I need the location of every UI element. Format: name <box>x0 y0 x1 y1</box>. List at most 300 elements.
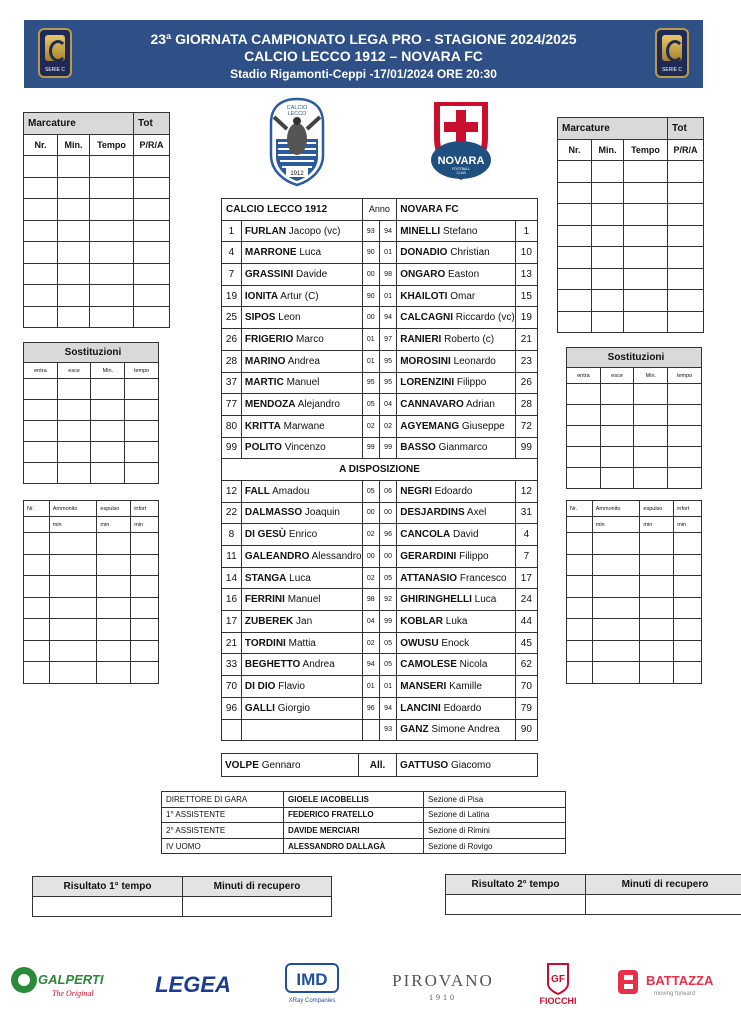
cards-cell[interactable] <box>97 640 131 662</box>
scoring-cell[interactable] <box>90 306 134 328</box>
cards-cell[interactable] <box>640 619 674 641</box>
subs-cell[interactable] <box>600 405 634 426</box>
cards-cell[interactable] <box>640 554 674 576</box>
subs-col-header: Min. <box>634 368 668 384</box>
serie-c-logo-right: SERIE C <box>655 28 689 78</box>
subs-cell[interactable] <box>57 463 91 484</box>
cards-cell[interactable] <box>567 619 593 641</box>
home-player-year: 00 <box>362 502 379 524</box>
home-player-year: 90 <box>362 242 379 264</box>
away-player-number: 13 <box>515 264 537 286</box>
home-player-name: FALL Amadou <box>241 480 362 502</box>
away-player-number: 70 <box>515 676 537 698</box>
home-player-name: POLITO Vincenzo <box>241 437 362 459</box>
cards-cell[interactable] <box>640 640 674 662</box>
scoring-cell[interactable] <box>558 225 592 247</box>
cards-cell[interactable] <box>592 597 640 619</box>
cards-cell[interactable] <box>674 640 702 662</box>
subs-cell[interactable] <box>668 426 702 447</box>
scoring-cell[interactable] <box>668 204 704 226</box>
subs-cell[interactable] <box>57 379 91 400</box>
away-player-year: 99 <box>379 611 396 633</box>
cards-col-header: Ammonito <box>592 501 640 517</box>
svg-text:LECCO: LECCO <box>287 111 307 117</box>
home-player-number <box>222 719 242 741</box>
home-player-year: 02 <box>362 567 379 589</box>
scoring-cell[interactable] <box>668 247 704 269</box>
scoring-cell[interactable] <box>558 247 592 269</box>
cards-cell[interactable] <box>567 554 593 576</box>
scoring-cell[interactable] <box>668 268 704 290</box>
subs-cell[interactable] <box>24 463 58 484</box>
subs-cell[interactable] <box>668 405 702 426</box>
home-player-number: 22 <box>222 502 242 524</box>
home-player-year: 02 <box>362 632 379 654</box>
subs-cell[interactable] <box>24 379 58 400</box>
away-player-year: 99 <box>379 437 396 459</box>
official-name: FEDERICO FRATELLO <box>284 807 424 823</box>
scoring-col-header: Tempo <box>90 135 134 156</box>
home-player-year: 95 <box>362 372 379 394</box>
home-player-year: 00 <box>362 264 379 286</box>
result-first-half-table <box>32 876 332 917</box>
subs-col-header: entra <box>24 363 58 379</box>
away-player-year: 92 <box>379 589 396 611</box>
svg-text:1912: 1912 <box>290 171 304 177</box>
scoring-cell[interactable] <box>134 306 170 328</box>
legea-logo <box>145 962 241 1006</box>
cards-cell[interactable] <box>49 576 97 598</box>
player-row <box>222 719 538 741</box>
cards-cell[interactable] <box>131 533 159 555</box>
player-row <box>222 264 538 286</box>
away-player-year: 96 <box>379 524 396 546</box>
home-player-number: 19 <box>222 285 242 307</box>
cards-cell[interactable] <box>24 597 50 619</box>
scoring-cell[interactable] <box>592 268 624 290</box>
subs-cell[interactable] <box>600 468 634 489</box>
subs-cell[interactable] <box>125 421 159 442</box>
away-player-name: GERARDINI Filippo <box>397 546 515 568</box>
away-player-year: 05 <box>379 632 396 654</box>
away-player-year: 04 <box>379 394 396 416</box>
scoring-cell[interactable] <box>592 290 624 312</box>
away-player-number: 4 <box>515 524 537 546</box>
official-row <box>162 838 566 854</box>
cards-cell[interactable] <box>49 619 97 641</box>
scoring-cell[interactable] <box>24 199 58 221</box>
away-team-name: NOVARA FC <box>397 199 538 221</box>
away-player-number: 12 <box>515 480 537 502</box>
cards-cell[interactable] <box>24 533 50 555</box>
scoring-cell[interactable] <box>90 156 134 178</box>
left-cards-table <box>23 500 159 684</box>
subs-cell[interactable] <box>57 442 91 463</box>
svg-text:GF: GF <box>551 974 565 985</box>
home-player-year: 99 <box>362 437 379 459</box>
subs-cell[interactable] <box>91 421 125 442</box>
cards-cell[interactable] <box>49 554 97 576</box>
home-player-number: 37 <box>222 372 242 394</box>
cards-cell[interactable] <box>674 554 702 576</box>
extra-time-first-value[interactable] <box>183 897 332 917</box>
home-player-number: 33 <box>222 654 242 676</box>
scoring-cell[interactable] <box>90 199 134 221</box>
scoring-cell[interactable] <box>24 242 58 264</box>
cards-cell[interactable] <box>592 533 640 555</box>
scoring-cell[interactable] <box>558 290 592 312</box>
player-row <box>222 502 538 524</box>
home-player-name: DALMASSO Joaquin <box>241 502 362 524</box>
subs-cell[interactable] <box>634 447 668 468</box>
home-player-year: 02 <box>362 415 379 437</box>
scoring-cell[interactable] <box>24 306 58 328</box>
away-player-number: 99 <box>515 437 537 459</box>
scoring-cell[interactable] <box>592 247 624 269</box>
subs-cell[interactable] <box>600 426 634 447</box>
subs-cell[interactable] <box>91 379 125 400</box>
scoring-cell[interactable] <box>592 182 624 204</box>
subs-cell[interactable] <box>567 384 601 405</box>
home-player-year: 02 <box>362 524 379 546</box>
subs-col-header: esce <box>600 368 634 384</box>
scoring-col-header: Nr. <box>558 140 592 161</box>
svg-text:GALPERTI: GALPERTI <box>38 972 104 987</box>
scoring-cell[interactable] <box>668 161 704 183</box>
cards-cell[interactable] <box>567 533 593 555</box>
home-player-name: FURLAN Jacopo (vc) <box>241 220 362 242</box>
match-title: CALCIO LECCO 1912 – NOVARA FC <box>244 48 483 64</box>
svg-text:FIOCCHI: FIOCCHI <box>539 996 577 1006</box>
scoring-cell[interactable] <box>134 177 170 199</box>
subs-cell[interactable] <box>91 442 125 463</box>
scoring-cell[interactable] <box>24 285 58 307</box>
player-row <box>222 329 538 351</box>
scoring-cell[interactable] <box>24 220 58 242</box>
scoring-cell[interactable] <box>668 182 704 204</box>
away-player-name: GANZ Simone Andrea <box>397 719 515 741</box>
away-player-number: 44 <box>515 611 537 633</box>
scoring-cell[interactable] <box>134 242 170 264</box>
player-row <box>222 372 538 394</box>
away-player-name: MANSERI Kamille <box>397 676 515 698</box>
scoring-cell[interactable] <box>134 285 170 307</box>
scoring-cell[interactable] <box>90 242 134 264</box>
subs-cell[interactable] <box>634 468 668 489</box>
calcio-lecco-logo <box>268 97 326 187</box>
cards-cell[interactable] <box>49 640 97 662</box>
cards-cell[interactable] <box>131 554 159 576</box>
cards-cell[interactable] <box>592 576 640 598</box>
scoring-cell[interactable] <box>592 161 624 183</box>
away-player-number: 15 <box>515 285 537 307</box>
away-player-name: ATTANASIO Francesco <box>397 567 515 589</box>
scoring-tot: Tot <box>668 118 704 140</box>
player-row <box>222 567 538 589</box>
cards-col-header: Nr. <box>24 501 50 517</box>
subs-cell[interactable] <box>91 400 125 421</box>
subs-cell[interactable] <box>668 447 702 468</box>
scoring-col-header: P/R/A <box>668 140 704 161</box>
cards-cell[interactable] <box>592 662 640 684</box>
official-name: DAVIDE MERCIARI <box>284 823 424 839</box>
home-player-year: 90 <box>362 285 379 307</box>
home-player-name: DI GESÙ Enrico <box>241 524 362 546</box>
result-second-half-value[interactable] <box>446 895 586 915</box>
subs-cell[interactable] <box>125 463 159 484</box>
scoring-cell[interactable] <box>624 247 668 269</box>
cards-cell[interactable] <box>567 640 593 662</box>
cards-cell[interactable] <box>567 576 593 598</box>
scoring-cell[interactable] <box>558 204 592 226</box>
scoring-cell[interactable] <box>668 290 704 312</box>
svg-text:FOOTBALL: FOOTBALL <box>451 167 471 171</box>
scoring-cell[interactable] <box>134 156 170 178</box>
official-row <box>162 823 566 839</box>
away-player-number: 45 <box>515 632 537 654</box>
home-player-name: ZUBEREK Jan <box>241 611 362 633</box>
away-player-year: 94 <box>379 697 396 719</box>
scoring-cell[interactable] <box>58 242 90 264</box>
scoring-cell[interactable] <box>58 156 90 178</box>
cards-col-header: infort <box>674 501 702 517</box>
scoring-cell[interactable] <box>134 263 170 285</box>
cards-cell[interactable] <box>24 640 50 662</box>
scoring-cell[interactable] <box>592 204 624 226</box>
cards-cell[interactable] <box>567 662 593 684</box>
player-row <box>222 676 538 698</box>
svg-text:moving forward: moving forward <box>654 991 696 997</box>
cards-cell[interactable] <box>131 619 159 641</box>
scoring-col-header: Min. <box>58 135 90 156</box>
away-player-name: AGYEMANG Giuseppe <box>397 415 515 437</box>
cards-cell[interactable] <box>567 597 593 619</box>
away-player-year: 06 <box>379 480 396 502</box>
away-player-year: 95 <box>379 350 396 372</box>
home-player-year: 00 <box>362 307 379 329</box>
home-player-number: 16 <box>222 589 242 611</box>
cards-cell[interactable] <box>24 619 50 641</box>
cards-cell[interactable] <box>97 533 131 555</box>
cards-cell[interactable] <box>592 619 640 641</box>
cards-cell[interactable] <box>97 662 131 684</box>
cards-cell[interactable] <box>131 640 159 662</box>
subs-cell[interactable] <box>125 442 159 463</box>
scoring-cell[interactable] <box>624 182 668 204</box>
scoring-cell[interactable] <box>668 311 704 333</box>
svg-text:BATTAZZA: BATTAZZA <box>646 973 714 988</box>
right-cards-table <box>566 500 702 684</box>
subs-col-header: esce <box>57 363 91 379</box>
right-substitutions-table <box>566 347 702 489</box>
header-title: 23ª GIORNATA CAMPIONATO LEGA PRO - STAGIONE 2024/2025 <box>150 31 577 47</box>
subs-cell[interactable] <box>125 400 159 421</box>
cards-cell[interactable] <box>49 597 97 619</box>
subs-cell[interactable] <box>57 421 91 442</box>
svg-text:The Original: The Original <box>52 989 94 998</box>
result-first-half-value[interactable] <box>33 897 183 917</box>
scoring-title: Marcature <box>24 113 134 135</box>
scoring-cell[interactable] <box>624 268 668 290</box>
scoring-cell[interactable] <box>90 263 134 285</box>
serie-c-logo-left: SERIE C <box>38 28 72 78</box>
scoring-cell[interactable] <box>624 204 668 226</box>
cards-sub-min: min <box>640 517 674 533</box>
away-player-name: RANIERI Roberto (c) <box>397 329 515 351</box>
subs-title: Sostituzioni <box>567 348 702 368</box>
home-player-year: 05 <box>362 394 379 416</box>
away-player-name: KOBLAR Luka <box>397 611 515 633</box>
home-player-year: 96 <box>362 697 379 719</box>
subs-cell[interactable] <box>668 384 702 405</box>
scoring-cell[interactable] <box>592 311 624 333</box>
cards-cell[interactable] <box>97 619 131 641</box>
away-player-year: 01 <box>379 676 396 698</box>
subs-cell[interactable] <box>567 468 601 489</box>
scoring-cell[interactable] <box>24 177 58 199</box>
away-player-year: 94 <box>379 220 396 242</box>
subs-cell[interactable] <box>668 468 702 489</box>
scoring-cell[interactable] <box>134 199 170 221</box>
subs-col-header: Min. <box>91 363 125 379</box>
subs-cell[interactable] <box>57 400 91 421</box>
subs-cell[interactable] <box>567 426 601 447</box>
player-row <box>222 524 538 546</box>
cards-cell[interactable] <box>49 662 97 684</box>
svg-text:CLUB: CLUB <box>456 171 466 175</box>
scoring-cell[interactable] <box>90 220 134 242</box>
cards-cell[interactable] <box>131 597 159 619</box>
home-player-number: 8 <box>222 524 242 546</box>
home-player-number: 80 <box>222 415 242 437</box>
subs-cell[interactable] <box>600 447 634 468</box>
scoring-cell[interactable] <box>558 161 592 183</box>
away-player-name: MOROSINI Leonardo <box>397 350 515 372</box>
scoring-cell[interactable] <box>134 220 170 242</box>
away-player-year: 01 <box>379 242 396 264</box>
cards-cell[interactable] <box>640 533 674 555</box>
subs-cell[interactable] <box>634 426 668 447</box>
scoring-cell[interactable] <box>592 225 624 247</box>
scoring-cell[interactable] <box>558 311 592 333</box>
away-player-number: 79 <box>515 697 537 719</box>
home-player-number: 99 <box>222 437 242 459</box>
cards-cell[interactable] <box>24 576 50 598</box>
left-substitutions-table <box>23 342 159 484</box>
cards-cell[interactable] <box>640 576 674 598</box>
home-player-number: 77 <box>222 394 242 416</box>
away-player-number: 19 <box>515 307 537 329</box>
official-section: Sezione di Latina <box>424 807 566 823</box>
cards-cell[interactable] <box>592 554 640 576</box>
cards-cell[interactable] <box>674 533 702 555</box>
away-player-name: GHIRINGHELLI Luca <box>397 589 515 611</box>
scoring-cell[interactable] <box>58 263 90 285</box>
scoring-cell[interactable] <box>58 306 90 328</box>
subs-cell[interactable] <box>24 421 58 442</box>
scoring-cell[interactable] <box>624 290 668 312</box>
cards-cell[interactable] <box>640 597 674 619</box>
home-player-number: 28 <box>222 350 242 372</box>
svg-text:LEGEA: LEGEA <box>155 972 231 997</box>
subs-cell[interactable] <box>600 384 634 405</box>
cards-cell[interactable] <box>131 576 159 598</box>
home-player-number: 14 <box>222 567 242 589</box>
cards-cell[interactable] <box>592 640 640 662</box>
result-second-half-table <box>445 874 741 915</box>
subs-cell[interactable] <box>567 447 601 468</box>
svg-text:CALCIO: CALCIO <box>286 105 308 111</box>
cards-cell[interactable] <box>97 576 131 598</box>
scoring-cell[interactable] <box>58 199 90 221</box>
away-player-name: CAMOLESE Nicola <box>397 654 515 676</box>
cards-cell[interactable] <box>674 619 702 641</box>
scoring-cell[interactable] <box>24 263 58 285</box>
cards-cell[interactable] <box>49 533 97 555</box>
coaches-table <box>221 753 538 777</box>
scoring-cell[interactable] <box>558 268 592 290</box>
away-player-name: CANNAVARO Adrian <box>397 394 515 416</box>
player-row <box>222 220 538 242</box>
away-player-number: 21 <box>515 329 537 351</box>
scoring-cell[interactable] <box>668 225 704 247</box>
subs-cell[interactable] <box>91 463 125 484</box>
scoring-cell[interactable] <box>58 177 90 199</box>
scoring-cell[interactable] <box>24 156 58 178</box>
cards-cell[interactable] <box>640 662 674 684</box>
scoring-title: Marcature <box>558 118 668 140</box>
player-row <box>222 350 538 372</box>
cards-cell[interactable] <box>97 554 131 576</box>
cards-cell[interactable] <box>674 576 702 598</box>
away-player-name: LORENZINI Filippo <box>397 372 515 394</box>
scoring-cell[interactable] <box>558 182 592 204</box>
away-player-name: MINELLI Stefano <box>397 220 515 242</box>
home-player-number: 25 <box>222 307 242 329</box>
imd-logo <box>282 962 342 1006</box>
home-player-name: BEGHETTO Andrea <box>241 654 362 676</box>
scoring-cell[interactable] <box>58 220 90 242</box>
cards-col-header: espulso <box>97 501 131 517</box>
away-player-year: 98 <box>379 264 396 286</box>
subs-cell[interactable] <box>567 405 601 426</box>
cards-cell[interactable] <box>24 554 50 576</box>
extra-time-second-value[interactable] <box>586 895 741 915</box>
cards-cell[interactable] <box>24 662 50 684</box>
home-player-name: GRASSINI Davide <box>241 264 362 286</box>
scoring-cell[interactable] <box>58 285 90 307</box>
subs-col-header: tempo <box>125 363 159 379</box>
away-player-name: DONADIO Christian <box>397 242 515 264</box>
scoring-cell[interactable] <box>624 225 668 247</box>
cards-cell[interactable] <box>97 597 131 619</box>
cards-cell[interactable] <box>131 662 159 684</box>
subs-cell[interactable] <box>634 384 668 405</box>
subs-cell[interactable] <box>634 405 668 426</box>
cards-cell[interactable] <box>674 597 702 619</box>
home-player-year: 01 <box>362 350 379 372</box>
subs-cell[interactable] <box>125 379 159 400</box>
away-player-name: OWUSU Enock <box>397 632 515 654</box>
subs-cell[interactable] <box>24 400 58 421</box>
scoring-cell[interactable] <box>90 285 134 307</box>
subs-cell[interactable] <box>24 442 58 463</box>
scoring-cell[interactable] <box>90 177 134 199</box>
scoring-cell[interactable] <box>624 311 668 333</box>
scoring-cell[interactable] <box>624 161 668 183</box>
cards-cell[interactable] <box>674 662 702 684</box>
roster-table <box>221 198 538 741</box>
